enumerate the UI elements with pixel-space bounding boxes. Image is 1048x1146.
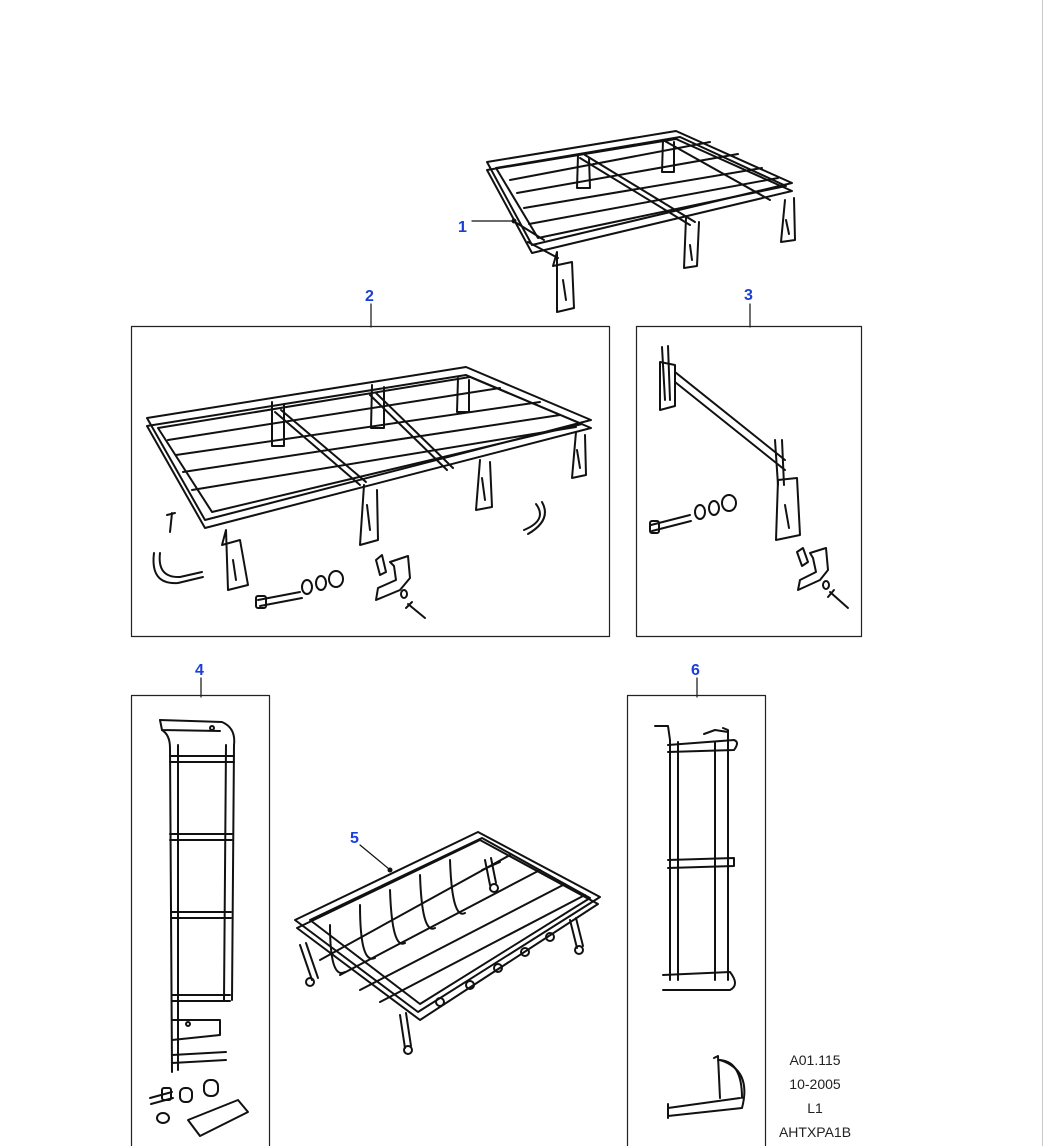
callout-4: 4 <box>195 662 204 679</box>
part-5-expedition-rack <box>295 832 600 1054</box>
reference-level: L1 <box>807 1100 823 1116</box>
leader-dot-5 <box>388 868 393 873</box>
kit-box-4 <box>132 696 270 1146</box>
kit-box-2 <box>132 327 610 637</box>
kit-box-3 <box>637 327 862 637</box>
leader-line-5 <box>360 845 389 869</box>
part-4-rear-ladder <box>150 720 248 1136</box>
part-6-side-ladder <box>655 726 744 1118</box>
part-1-roof-rack <box>487 131 795 312</box>
callout-5: 5 <box>350 830 359 847</box>
callout-3: 3 <box>744 287 753 304</box>
illustration-id: AHTXPA1B <box>778 1124 852 1140</box>
part-3-side-rail-kit <box>650 346 848 608</box>
kit-box-6 <box>628 696 766 1146</box>
reference-date: 10-2005 <box>789 1076 841 1092</box>
callout-1: 1 <box>458 219 467 236</box>
leader-dot-1 <box>512 219 517 224</box>
callout-2: 2 <box>365 288 374 305</box>
callout-6: 6 <box>691 662 700 679</box>
reference-code: A01.115 <box>789 1052 841 1068</box>
part-2-roof-rack-kit <box>147 367 591 618</box>
